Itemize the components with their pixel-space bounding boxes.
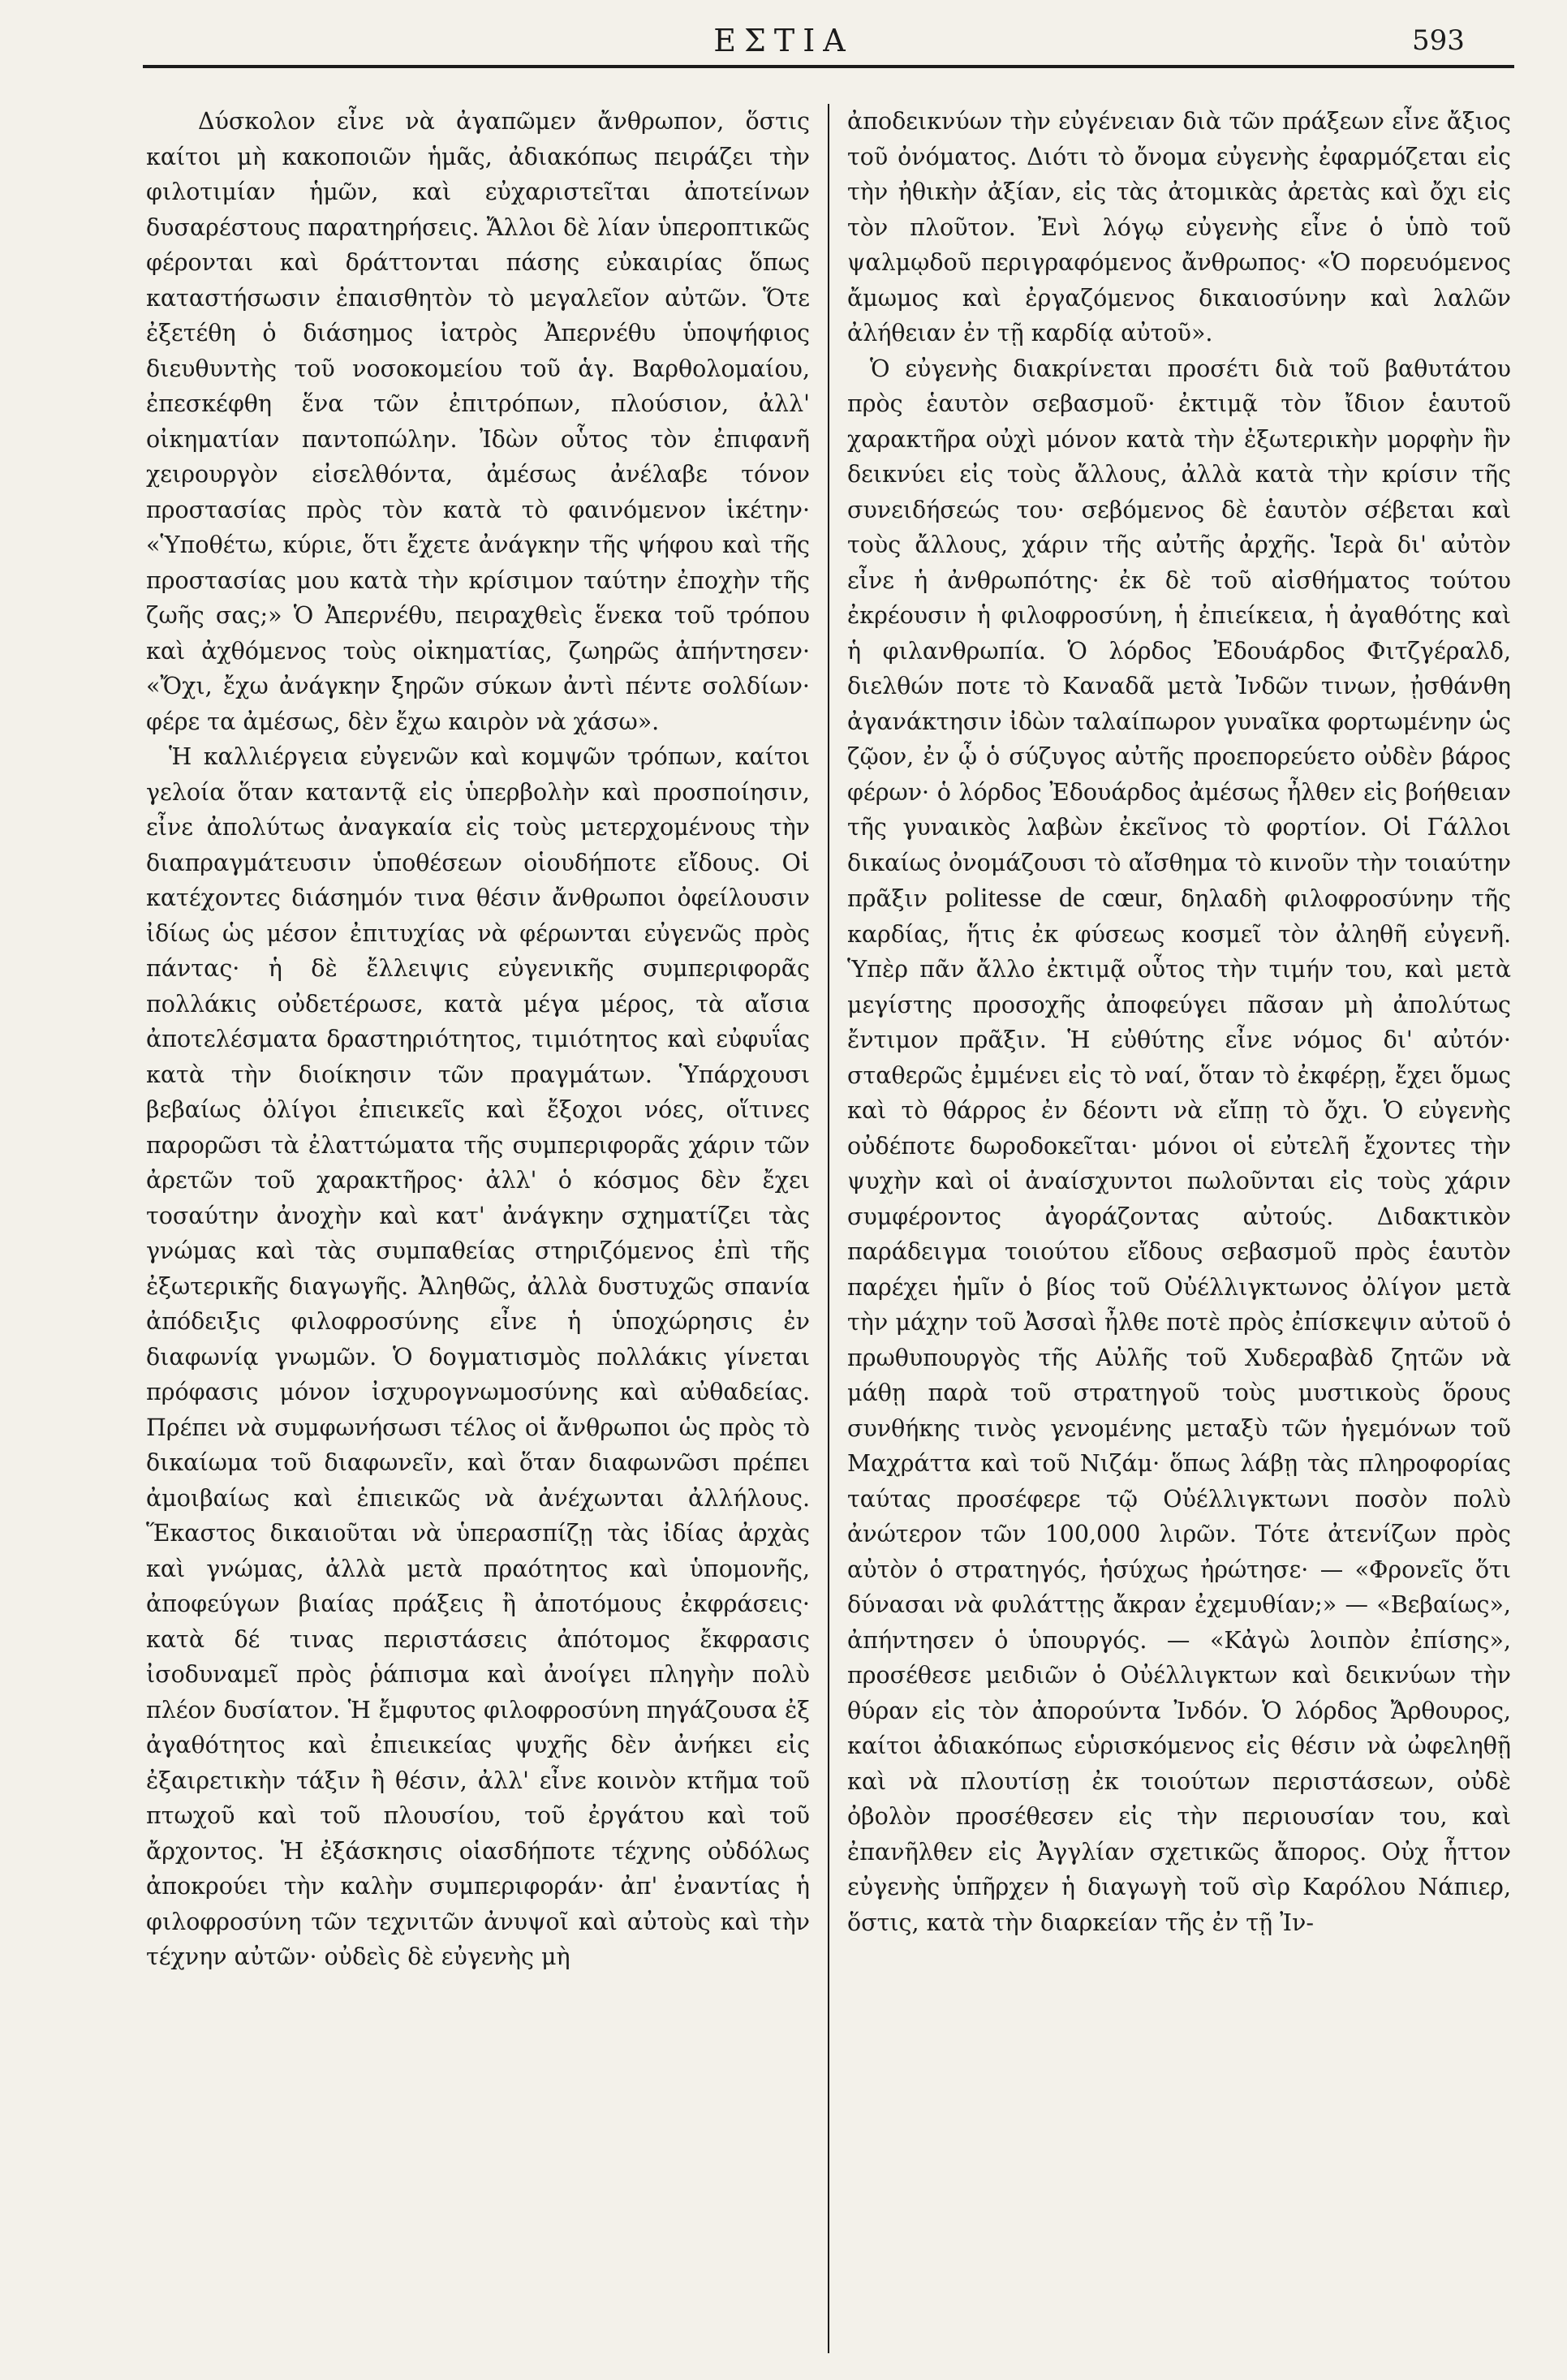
paragraph-continuation: ἀποδεικνύων τὴν εὐγένειαν διὰ τῶν πράξεων εἶνε ἄξιος τοῦ ὀνόματος. Διότι τὸ ὄνομα εὐγενὴς ἐφαρμόζεται εἰς τὴν ἠθικὴν ἀξίαν, εἰς τὰς ἀτομικὰς ἀρετὰς καὶ ὄχι εἰς τὸν πλοῦτον. Ἐνὶ λόγῳ εὐγενὴς εἶνε ὁ ὑπὸ τοῦ ψαλμῳδοῦ περιγραφόμενος ἄνθρωπος· «Ὁ πορευόμενος ἄμωμος καὶ ἐργαζόμενος δικαιοσύνην καὶ λαλῶν ἀλήθειαν ἐν τῇ καρδίᾳ αὐτοῦ». bbox=[847, 108, 1511, 346]
column-divider bbox=[828, 104, 829, 2353]
journal-title: ΕΣΤΙΑ bbox=[713, 23, 854, 58]
right-column bbox=[847, 104, 1511, 2360]
left-column bbox=[146, 104, 810, 2360]
french-term: politesse de cœur, bbox=[945, 883, 1164, 913]
paragraph-3-text-b: δηλαδὴ φιλοφροσύνην τῆς καρδίας, ἥτις ἐκ φύσεως κοσμεῖ τὸν ἀληθῆ εὐγενῆ. Ὑπὲρ πᾶν ἄλλο ἐκτιμᾷ οὗτος τὴν τιμήν του, καὶ μετὰ μεγίστης προσοχῆς ἀποφεύγει πᾶσαν μὴ ἀπολύτως ἔντιμον πρᾶξιν. Ἡ εὐθύτης εἶνε νόμος δι' αὐτόν· σταθερῶς ἐμμένει εἰς τὸ ναί, ὅταν τὸ ἐκφέρῃ, ἔχει ὅμως καὶ τὸ θάρρος ἐν δέοντι νὰ εἴπῃ τὸ ὄχι. Ὁ εὐγενὴς οὐδέποτε δωροδοκεῖται· μόνοι οἱ εὐτελῆ ἔχοντες τὴν ψυχὴν καὶ οἱ ἀναίσχυντοι πωλοῦνται εἰς τοὺς χάριν συμφέροντος ἀγοράζοντας αὐτούς. Διδακτικὸν παράδειγμα τοιούτου εἴδους σεβασμοῦ πρὸς ἑαυτὸν παρέχει ἡμῖν ὁ βίος τοῦ Οὐέλλιγκτωνος ὀλίγον μετὰ τὴν μάχην τοῦ Ἀσσαὶ ἦλθε ποτὲ πρὸς ἐπίσκεψιν αὐτοῦ ὁ πρωθυπουργὸς τῆς Αὐλῆς τοῦ Χυδεραβὰδ ζητῶν νὰ μάθῃ παρὰ τοῦ στρατηγοῦ τοὺς μυστικοὺς ὅρους συνθήκης τινὸς γενομένης μεταξὺ τῶν ἡγεμόνων τοῦ Μαχράττα καὶ τοῦ Νιζάμ· ὅπως λάβῃ τὰς πληροφορίας ταύτας προσέφερε τῷ Οὐέλλιγκτωνι ποσὸν πολὺ ἀνώτερον τῶν 100,000 λιρῶν. Τότε ἀτενίζων πρὸς αὐτὸν ὁ στρατηγός, ἡσύχως ἠρώτησε· — «Φρονεῖς ὅτι δύνασαι νὰ φυλάττῃς ἄκραν ἐχεμυθίαν;» — «Βεβαίως», ἀπήντησεν ὁ ὑπουργός. — «Κἀγὼ λοιπὸν ἐπίσης», προσέθεσε μειδιῶν ὁ Οὐέλλιγκτων καὶ δεικνύων τὴν θύραν εἰς τὸν ἀπορούντα Ἰνδόν. Ὁ λόρδος Ἄρθουρος, καίτοι ἀδιακόπως εὑρισκόμενος εἰς θέσιν νὰ ὠφεληθῇ καὶ νὰ πλουτίσῃ ἐκ τοιούτων περιστάσεων, οὐδὲ ὀβολὸν προσέθεσεν εἰς τὴν περιουσίαν του, καὶ ἐπανῆλθεν εἰς Ἀγγλίαν σχετικῶς ἄπορος. Οὐχ ἧττον εὐγενὴς ὑπῆρχεν ἡ διαγωγὴ τοῦ σὶρ Καρόλου Νάπιερ, ὅστις, κατὰ τὴν διαρκείαν τῆς ἐν τῇ Ἰν- bbox=[847, 885, 1511, 1936]
paragraph-2: Ἡ καλλιέργεια εὐγενῶν καὶ κομψῶν τρόπων, καίτοι γελοία ὅταν καταντᾷ εἰς ὑπερβολὴν καὶ προσποίησιν, εἶνε ἀπολύτως ἀναγκαία εἰς τοὺς μετερχομένους τὴν διαπραγμάτευσιν ὑποθέσεων οἱουδήποτε εἴδους. Οἱ κατέχοντες διάσημόν τινα θέσιν ἄνθρωποι ὀφείλουσιν ἰδίως ὡς μέσον ἐπιτυχίας νὰ φέρωνται εὐγενῶς πρὸς πάντας· ἡ δὲ ἔλλειψις εὐγενικῆς συμπεριφορᾶς πολλάκις οὐδετέρωσε, κατὰ μέγα μέρος, τὰ αἴσια ἀποτελέσματα δραστηριότητος, τιμιότητος καὶ εὐφυΐας κατὰ τὴν διοίκησιν τῶν πραγμάτων. Ὑπάρχουσι βεβαίως ὀλίγοι ἐπιεικεῖς καὶ ἔξοχοι νόες, οἵτινες παρορῶσι τὰ ἐλαττώματα τῆς συμπεριφορᾶς χάριν τῶν ἀρετῶν τοῦ χαρακτῆρος· ἀλλ' ὁ κόσμος δὲν ἔχει τοσαύτην ἀνοχὴν καὶ κατ' ἀνάγκην σχηματίζει τὰς γνώμας καὶ τὰς συμπαθείας στηριζόμενος ἐπὶ τῆς ἐξωτερικῆς διαγωγῆς. Ἀληθῶς, ἀλλὰ δυστυχῶς σπανία ἀπόδειξις φιλοφροσύνης εἶνε ἡ ὑποχώρησις ἐν διαφωνίᾳ γνωμῶν. Ὁ δογματισμὸς πολλάκις γίνεται πρόφασις μόνον ἰσχυρογνωμοσύνης καὶ αὐθαδείας. Πρέπει νὰ συμφωνήσωσι τέλος οἱ ἄνθρωποι ὡς πρὸς τὸ δικαίωμα τοῦ διαφωνεῖν, καὶ ὅταν διαφωνῶσι πρέπει ἀμοιβαίως καὶ ἐπιεικῶς νὰ ἀνέχωνται ἀλλήλους. Ἕκαστος δικαιοῦται νὰ ὑπερασπίζῃ τὰς ἰδίας ἀρχὰς καὶ γνώμας, ἀλλὰ μετὰ πραότητος καὶ ὑπομονῆς, ἀποφεύγων βιαίας πράξεις ἢ ἀποτόμους ἐκφράσεις· κατὰ δέ τινας περιστάσεις ἀπότομος ἔκφρασις ἰσοδυναμεῖ πρὸς ῥάπισμα καὶ ἀνοίγει πληγὴν πολὺ πλέον δυσίατον. Ἡ ἔμφυτος φιλοφροσύνη πηγάζουσα ἐξ ἀγαθότητος καὶ ἐπιεικείας ψυχῆς δὲν ἀνήκει εἰς ἐξαιρετικὴν τάξιν ἢ θέσιν, ἀλλ' εἶνε κοινὸν κτῆμα τοῦ πτωχοῦ καὶ τοῦ πλουσίου, τοῦ ἐργάτου καὶ τοῦ ἄρχοντος. Ἡ ἐξάσκησις οἱασδήποτε τέχνης οὐδόλως ἀποκρούει τὴν καλὴν συμπεριφοράν· ἀπ' ἐναντίας ἡ φιλοφροσύνη τῶν τεχνιτῶν ἀνυψοῖ καὶ αὐτοὺς καὶ τὴν τέχνην αὐτῶν· οὐδεὶς δὲ εὐγενὴς μὴ bbox=[146, 743, 810, 1970]
header-rule bbox=[143, 65, 1514, 68]
paragraph-3 bbox=[847, 351, 1511, 1941]
page-number: 593 bbox=[1412, 24, 1465, 57]
paragraph-1: Δύσκολον εἶνε νὰ ἀγαπῶμεν ἄνθρωπον, ὅστις καίτοι μὴ κακοποιῶν ἡμᾶς, ἀδιακόπως πειράζει τὴν φιλοτιμίαν ἡμῶν, καὶ εὐχαριστεῖται ἀποτείνων δυσαρέστους παρατηρήσεις. Ἄλλοι δὲ λίαν ὑπεροπτικῶς φέρονται καὶ δράττονται πάσης εὐκαιρίας ὅπως καταστήσωσιν ἐπαισθητὸν τὸ μεγαλεῖον αὐτῶν. Ὅτε ἐξετέθη ὁ διάσημος ἰατρὸς Ἀπερνέθυ ὑποψήφιος διευθυντὴς τοῦ νοσοκομείου τοῦ ἁγ. Βαρθολομαίου, ἐπεσκέφθη ἕνα τῶν ἐπιτρόπων, πλούσιον, ἀλλ' οἰκηματίαν παντοπώλην. Ἰδὼν οὗτος τὸν ἐπιφανῆ χειρουργὸν εἰσελθόντα, ἀμέσως ἀνέλαβε τόνον προστασίας πρὸς τὸν κατὰ τὸ φαινόμενον ἱκέτην· «Ὑποθέτω, κύριε, ὅτι ἔχετε ἀνάγκην τῆς ψήφου καὶ τῆς προστασίας μου κατὰ τὴν κρίσιμον ταύτην ἐποχὴν τῆς ζωῆς σας;» Ὁ Ἀπερνέθυ, πειραχθεὶς ἕνεκα τοῦ τρόπου καὶ ἀχθόμενος τοὺς οἰκηματίας, ζωηρῶς ἀπήντησεν· «Ὄχι, ἔχω ἀνάγκην ξηρῶν σύκων ἀντὶ πέντε σολδίων· φέρε τα ἀμέσως, δὲν ἔχω καιρὸν νὰ χάσω». bbox=[146, 108, 810, 735]
paragraph-3-text-a: Ὁ εὐγενὴς διακρίνεται προσέτι διὰ τοῦ βαθυτάτου πρὸς ἑαυτὸν σεβασμοῦ· ἐκτιμᾷ τὸν ἴδιον ἑαυτοῦ χαρακτῆρα οὐχὶ μόνον κατὰ τὴν ἐξωτερικὴν μορφὴν ἣν δεικνύει εἰς τοὺς ἄλλους, ἀλλὰ κατὰ τὴν κρίσιν τῆς συνειδήσεώς του· σεβόμενος δὲ ἑαυτὸν σέβεται καὶ τοὺς ἄλλους, χάριν τῆς αὐτῆς ἀρχῆς. Ἱερὰ δι' αὐτὸν εἶνε ἡ ἀνθρωπότης· ἐκ δὲ τοῦ αἰσθήματος τούτου ἐκρέουσιν ἡ φιλοφροσύνη, ἡ ἐπιείκεια, ἡ ἀγαθότης καὶ ἡ φιλανθρωπία. Ὁ λόρδος Ἐδουάρδος Φιτζγέραλδ, διελθών ποτε τὸ Καναδᾶ μετὰ Ἰνδῶν τινων, ᾐσθάνθη ἀγανάκτησιν ἰδὼν ταλαίπωρον γυναῖκα φορτωμένην ὡς ζῷον, ἐν ᾧ ὁ σύζυγος αὐτῆς προεπορεύετο οὐδὲν βάρος φέρων· ὁ λόρδος Ἐδουάρδος ἀμέσως ἦλθεν εἰς βοήθειαν τῆς γυναικὸς λαβὼν ἐκεῖνος τὸ φορτίον. Οἱ Γάλλοι δικαίως ὀνομάζουσι τὸ αἴσθημα τὸ κινοῦν τὴν τοιαύτην πρᾶξιν bbox=[847, 355, 1511, 912]
